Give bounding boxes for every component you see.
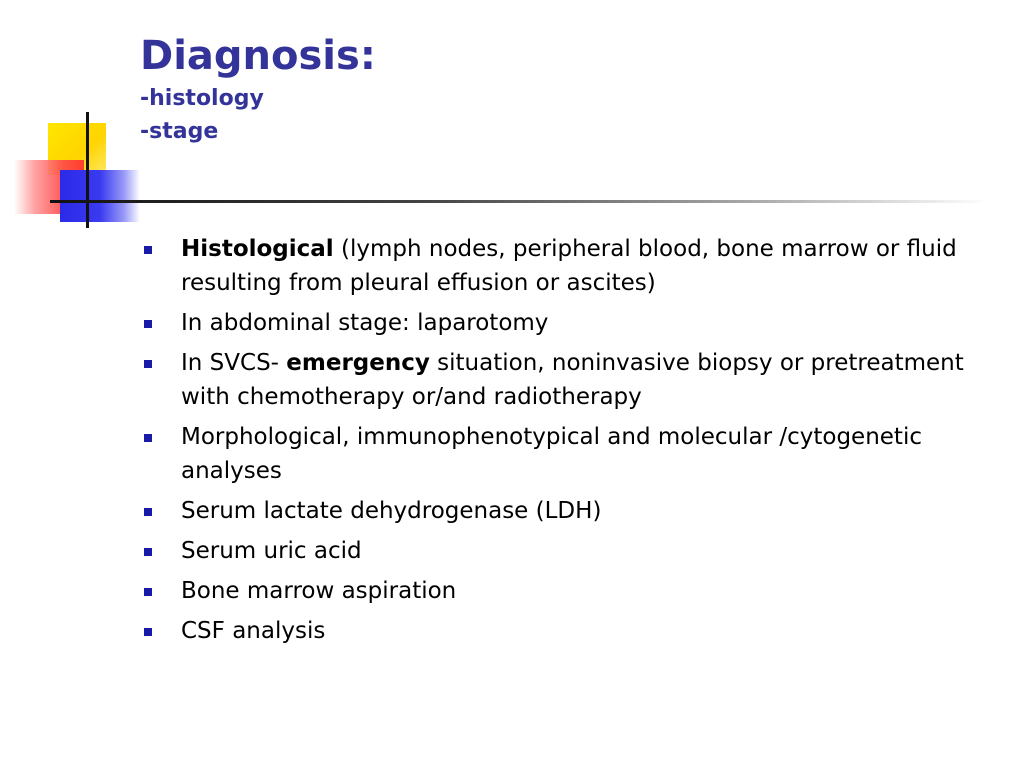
bullet-item-serum-ldh <box>140 494 1000 528</box>
bullet-item-serum-uric-acid <box>140 534 1000 568</box>
bullet-text-bold: Histological <box>181 236 334 262</box>
bullet-text-before: CSF analysis <box>181 618 326 644</box>
bullet-square-icon <box>144 588 152 596</box>
bullet-item-svcs-emergency <box>140 346 1000 414</box>
bullet-text-after: situation, noninvasive biopsy or pretreatment with chemotherapy or/and radiotherapy <box>181 350 964 410</box>
bullet-text-before: In SVCS- <box>181 350 287 376</box>
bullet-square-icon <box>144 434 152 442</box>
bullet-text-bold: emergency <box>286 350 430 376</box>
bullet-item-abdominal-stage <box>140 306 1000 340</box>
title-subline-stage: -stage <box>140 119 219 144</box>
bullet-text-before: Morphological, immunophenotypical and molecular /cytogenetic analyses <box>181 424 922 484</box>
title-subline-histology: -histology <box>140 86 264 111</box>
bullet-item-morphological-analyses <box>140 420 1000 488</box>
bullet-list <box>140 232 1000 654</box>
slide-title <box>140 30 960 148</box>
title-divider-line <box>50 200 990 203</box>
logo-vertical-line <box>86 112 89 228</box>
bullet-item-histological <box>140 232 1000 300</box>
logo-blue-square <box>60 170 140 222</box>
bullet-square-icon <box>144 508 152 516</box>
bullet-text-before: Serum uric acid <box>181 538 362 564</box>
title-main: Diagnosis: <box>140 33 376 79</box>
decorative-logo <box>0 0 160 240</box>
bullet-text-before: Bone marrow aspiration <box>181 578 457 604</box>
bullet-text-before: Serum lactate dehydrogenase (LDH) <box>181 498 602 524</box>
bullet-text-after: (lymph nodes, peripheral blood, bone marrow or fluid resulting from pleural effusion or ascites) <box>181 236 957 296</box>
bullet-text-before: In abdominal stage: laparotomy <box>181 310 549 336</box>
bullet-square-icon <box>144 320 152 328</box>
bullet-square-icon <box>144 628 152 636</box>
bullet-square-icon <box>144 360 152 368</box>
bullet-item-csf-analysis <box>140 614 1000 648</box>
bullet-square-icon <box>144 246 152 254</box>
bullet-item-bone-marrow-aspiration <box>140 574 1000 608</box>
bullet-square-icon <box>144 548 152 556</box>
